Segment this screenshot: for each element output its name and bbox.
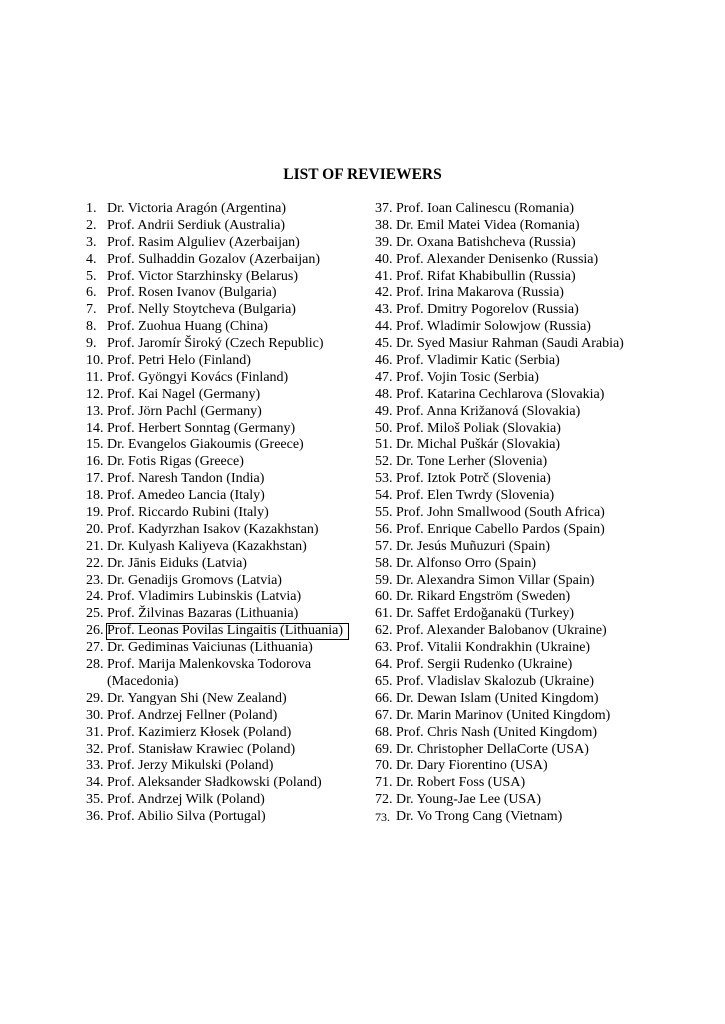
reviewer-item [86, 556, 366, 573]
reviewer-item [86, 404, 366, 421]
reviewer-item [375, 353, 665, 370]
reviewer-number: 14. [86, 420, 104, 436]
reviewer-name: Prof. Riccardo Rubini (Italy) [107, 505, 269, 521]
reviewer-item [375, 252, 665, 269]
reviewer-number: 11. [86, 369, 103, 385]
reviewer-item [86, 421, 366, 438]
reviewer-item [375, 319, 665, 336]
reviewer-item [86, 758, 366, 775]
reviewer-item [375, 606, 665, 623]
reviewer-item [86, 336, 366, 353]
reviewer-number: 9. [86, 336, 97, 352]
reviewer-item [86, 387, 366, 404]
reviewer-item [86, 691, 366, 708]
reviewer-number: 67. [375, 707, 393, 723]
reviewer-name: Dr. Gediminas Vaiciunas (Lithuania) [107, 640, 313, 656]
reviewer-name: Dr. Alexandra Simon Villar (Spain) [396, 572, 595, 588]
reviewer-item [375, 725, 665, 742]
reviewer-item [86, 657, 366, 674]
reviewer-name: Dr. Kulyash Kaliyeva (Kazakhstan) [107, 538, 307, 554]
reviewer-number: 63. [375, 640, 393, 656]
reviewer-name: Dr. Christopher DellaCorte (USA) [396, 741, 589, 757]
reviewer-number: 26. [86, 623, 104, 639]
reviewer-item [375, 336, 665, 353]
reviewer-name: Dr. Dewan Islam (United Kingdom) [396, 690, 599, 706]
reviewer-name: Prof. Zuohua Huang (China) [107, 319, 268, 335]
reviewer-number: 56. [375, 521, 393, 537]
reviewer-name: Prof. Vojin Tosic (Serbia) [396, 369, 539, 385]
reviewer-name: Dr. Dary Fiorentino (USA) [396, 758, 548, 774]
reviewer-item [86, 319, 366, 336]
reviewer-name: Prof. Irina Makarova (Russia) [396, 285, 564, 301]
reviewer-item [375, 742, 665, 759]
reviewer-item [86, 606, 366, 623]
reviewer-name: Dr. Jesús Muñuzuri (Spain) [396, 538, 550, 554]
reviewer-name: Dr. Michal Puškár (Slovakia) [396, 437, 561, 453]
reviewer-number: 66. [375, 690, 393, 706]
reviewer-item [375, 454, 665, 471]
reviewer-name: Prof. Nelly Stoytcheva (Bulgaria) [107, 302, 296, 318]
reviewer-name: Prof. Kai Nagel (Germany) [107, 386, 261, 402]
reviewer-number: 55. [375, 505, 393, 521]
reviewer-item [86, 488, 366, 505]
reviewer-number: 33. [86, 758, 104, 774]
reviewer-number: 57. [375, 538, 393, 554]
reviewer-item [86, 708, 366, 725]
reviewer-name: Prof. Alexander Denisenko (Russia) [396, 251, 599, 267]
reviewer-item [86, 235, 366, 252]
reviewer-item [86, 522, 366, 539]
reviewer-item [375, 708, 665, 725]
reviewer-number: 42. [375, 285, 393, 301]
reviewer-number: 47. [375, 369, 393, 385]
reviewer-name: Prof. Kadyrzhan Isakov (Kazakhstan) [107, 521, 319, 537]
reviewer-name: Dr. Vo Trong Cang (Vietnam) [396, 809, 563, 825]
reviewer-item [86, 454, 366, 471]
reviewer-name: Prof. Dmitry Pogorelov (Russia) [396, 302, 579, 318]
reviewer-item [375, 691, 665, 708]
reviewer-item [375, 809, 665, 826]
reviewer-item [86, 302, 366, 319]
reviewer-name: Prof. Rosen Ivanov (Bulgaria) [107, 285, 277, 301]
reviewer-name: Prof. Sergii Rudenko (Ukraine) [396, 657, 573, 673]
reviewer-item [375, 471, 665, 488]
reviewer-name: Prof. Chris Nash (United Kingdom) [396, 724, 598, 740]
reviewer-number: 65. [375, 673, 393, 689]
reviewer-name: Dr. Genadijs Gromovs (Latvia) [107, 572, 282, 588]
reviewer-item [375, 640, 665, 657]
reviewer-number: 1. [86, 201, 97, 216]
reviewer-item [375, 674, 665, 691]
reviewer-number: 19. [86, 505, 104, 521]
reviewer-number: 39. [375, 234, 393, 250]
reviewer-number: 72. [375, 792, 393, 808]
reviewer-number: 49. [375, 403, 393, 419]
reviewer-item [375, 437, 665, 454]
reviewer-name: Prof. Jerzy Mikulski (Poland) [107, 758, 274, 774]
reviewer-number: 20. [86, 521, 104, 537]
reviewer-name: Prof. Wladimir Solowjow (Russia) [396, 319, 591, 335]
page-title: LIST OF REVIEWERS [283, 166, 442, 183]
reviewer-name: Prof. Aleksander Sładkowski (Poland) [107, 775, 322, 791]
reviewer-number: 50. [375, 420, 393, 436]
reviewer-number: 62. [375, 623, 393, 639]
reviewer-number: 12. [86, 386, 104, 402]
reviewer-number: 59. [375, 572, 393, 588]
reviewer-item [86, 640, 366, 657]
reviewer-name: Prof. Ioan Calinescu (Romania) [396, 201, 575, 216]
reviewer-name: Dr. Saffet Erdoğanakü (Turkey) [396, 606, 575, 622]
reviewer-item [86, 792, 366, 809]
reviewer-name: Dr. Yangyan Shi (New Zealand) [107, 690, 287, 706]
reviewer-item [375, 573, 665, 590]
reviewer-item [86, 471, 366, 488]
reviewer-name: Prof. Gyöngyi Kovács (Finland) [107, 369, 289, 385]
reviewer-item [375, 201, 665, 218]
reviewer-number: 18. [86, 488, 104, 504]
reviewer-item [86, 437, 366, 454]
reviewer-name: Dr. Fotis Rigas (Greece) [107, 454, 244, 470]
reviewer-number: 38. [375, 217, 393, 233]
reviewer-number: 7. [86, 302, 97, 318]
reviewer-name: Prof. Enrique Cabello Pardos (Spain) [396, 521, 605, 537]
reviewer-name: Dr. Robert Foss (USA) [396, 775, 526, 791]
reviewer-number: 43. [375, 302, 393, 318]
reviewer-name: Dr. Jānis Eiduks (Latvia) [107, 555, 247, 571]
reviewer-number: 37. [375, 201, 393, 216]
reviewer-item [86, 742, 366, 759]
reviewer-number: 32. [86, 741, 104, 757]
reviewer-item [375, 775, 665, 792]
reviewer-name: Prof. Vladimir Katic (Serbia) [396, 353, 560, 369]
reviewer-number: 24. [86, 589, 104, 605]
reviewer-item [375, 758, 665, 775]
reviewer-name: Dr. Syed Masiur Rahman (Saudi Arabia) [396, 336, 624, 352]
reviewer-number: 35. [86, 792, 104, 808]
reviewer-number: 48. [375, 386, 393, 402]
reviewer-number: 53. [375, 471, 393, 487]
reviewer-name: Dr. Victoria Aragón (Argentina) [107, 201, 287, 216]
reviewer-item [375, 302, 665, 319]
reviewer-number: 10. [86, 353, 104, 369]
reviewer-name: Prof. Iztok Potrč (Slovenia) [396, 471, 551, 487]
reviewer-number: 25. [86, 606, 104, 622]
reviewer-number: 46. [375, 353, 393, 369]
reviewer-item [375, 522, 665, 539]
reviewer-name: Prof. Naresh Tandon (India) [107, 471, 265, 487]
reviewer-item [86, 370, 366, 387]
reviewer-number: 51. [375, 437, 393, 453]
reviewer-name: Prof. Sulhaddin Gozalov (Azerbaijan) [107, 251, 321, 267]
reviewer-number: 44. [375, 319, 393, 335]
reviewer-number: 61. [375, 606, 393, 622]
reviewer-name: Prof. Andrzej Fellner (Poland) [107, 707, 278, 723]
reviewer-item [375, 387, 665, 404]
reviewer-item [375, 218, 665, 235]
reviewer-name: Dr. Oxana Batishcheva (Russia) [396, 234, 576, 250]
reviewer-number: 4. [86, 251, 97, 267]
reviewer-item [86, 285, 366, 302]
reviewer-name: Dr. Marin Marinov (United Kingdom) [396, 707, 611, 723]
reviewer-number: 69. [375, 741, 393, 757]
reviewer-number: 54. [375, 488, 393, 504]
reviewer-item [375, 370, 665, 387]
reviewer-list-right [375, 201, 665, 826]
reviewer-item [86, 775, 366, 792]
reviewer-name: Prof. Miloš Poliak (Slovakia) [396, 420, 561, 436]
reviewer-number: 31. [86, 724, 104, 740]
reviewer-item-continuation [86, 674, 366, 691]
reviewer-item [86, 573, 366, 590]
reviewer-number: 27. [86, 640, 104, 656]
reviewer-item [86, 252, 366, 269]
reviewer-item [86, 725, 366, 742]
reviewer-number: 58. [375, 555, 393, 571]
reviewer-name: Prof. Vladislav Skalozub (Ukraine) [396, 673, 595, 689]
reviewer-name: Prof. Petri Helo (Finland) [107, 353, 251, 369]
reviewer-name: Prof. Kazimierz Kłosek (Poland) [107, 724, 292, 740]
reviewer-number: 22. [86, 555, 104, 571]
reviewer-number: 15. [86, 437, 104, 453]
reviewer-name: Dr. Emil Matei Videa (Romania) [396, 217, 580, 233]
reviewer-name: Dr. Young-Jae Lee (USA) [396, 792, 542, 808]
reviewer-number: 30. [86, 707, 104, 723]
reviewer-name: Dr. Evangelos Giakoumis (Greece) [107, 437, 304, 453]
reviewer-number: 73. [375, 810, 390, 825]
reviewer-name: Prof. Victor Starzhinsky (Belarus) [107, 268, 298, 284]
reviewer-item [86, 623, 366, 640]
reviewer-name: Prof. Jaromír Široký (Czech Republic) [107, 336, 324, 352]
reviewer-name: Prof. Abilio Silva (Portugal) [107, 809, 266, 825]
highlighted-reviewer-name: Prof. Leonas Povilas Lingaitis (Lithuania) [106, 623, 349, 640]
reviewer-item [375, 539, 665, 556]
reviewer-item [375, 657, 665, 674]
reviewer-number: 64. [375, 657, 393, 673]
reviewer-number: 45. [375, 336, 393, 352]
reviewer-name: Prof. John Smallwood (South Africa) [396, 505, 605, 521]
reviewer-number: 41. [375, 268, 393, 284]
reviewer-name: Prof. Vladimirs Lubinskis (Latvia) [107, 589, 302, 605]
reviewer-number: 28. [86, 657, 104, 673]
reviewer-number: 36. [86, 809, 104, 825]
reviewer-name: Dr. Alfonso Orro (Spain) [396, 555, 536, 571]
reviewer-number: 2. [86, 217, 97, 233]
reviewer-number: 70. [375, 758, 393, 774]
reviewer-number: 34. [86, 775, 104, 791]
reviewer-number: 29. [86, 690, 104, 706]
reviewer-number: 40. [375, 251, 393, 267]
reviewer-item [375, 235, 665, 252]
reviewer-name: Prof. Andrii Serdiuk (Australia) [107, 217, 286, 233]
reviewer-number: 52. [375, 454, 393, 470]
reviewer-number: 16. [86, 454, 104, 470]
reviewer-number: 21. [86, 538, 104, 554]
reviewer-number: 5. [86, 268, 97, 284]
reviewer-item [375, 556, 665, 573]
reviewer-name: Dr. Rikard Engström (Sweden) [396, 589, 571, 605]
reviewer-name: Prof. Amedeo Lancia (Italy) [107, 488, 265, 504]
reviewer-item [375, 792, 665, 809]
reviewer-item [375, 269, 665, 286]
reviewer-item [375, 404, 665, 421]
reviewer-name: Prof. Alexander Balobanov (Ukraine) [396, 623, 607, 639]
reviewer-item [86, 589, 366, 606]
reviewer-number: 60. [375, 589, 393, 605]
reviewer-item [86, 218, 366, 235]
reviewer-name: Prof. Žilvinas Bazaras (Lithuania) [107, 606, 299, 622]
reviewer-number: 13. [86, 403, 104, 419]
reviewer-name: Prof. Elen Twrdy (Slovenia) [396, 488, 555, 504]
reviewer-name-continuation: (Macedonia) [107, 673, 179, 689]
reviewer-number: 23. [86, 572, 104, 588]
reviewer-item [375, 505, 665, 522]
reviewer-item [375, 285, 665, 302]
reviewer-item [375, 589, 665, 606]
reviewer-name: Prof. Stanisław Krawiec (Poland) [107, 741, 296, 757]
reviewer-item [86, 269, 366, 286]
reviewer-number: 6. [86, 285, 97, 301]
reviewer-item [86, 539, 366, 556]
reviewer-number: 71. [375, 775, 393, 791]
reviewer-name: Prof. Rifat Khabibullin (Russia) [396, 268, 576, 284]
reviewer-name: Prof. Marija Malenkovska Todorova [107, 657, 312, 673]
reviewer-name: Prof. Rasim Alguliev (Azerbaijan) [107, 234, 300, 250]
reviewer-item [375, 623, 665, 640]
reviewer-item [86, 353, 366, 370]
reviewer-number: 3. [86, 234, 97, 250]
reviewer-name: Prof. Anna Križanová (Slovakia) [396, 403, 581, 419]
reviewer-number: 68. [375, 724, 393, 740]
reviewer-item [375, 421, 665, 438]
reviewer-item [86, 201, 366, 218]
reviewer-item [86, 809, 366, 826]
reviewer-name: Prof. Vitalii Kondrakhin (Ukraine) [396, 640, 591, 656]
reviewer-number: 17. [86, 471, 104, 487]
reviewer-name: Prof. Katarina Cechlarova (Slovakia) [396, 386, 605, 402]
reviewer-item [375, 488, 665, 505]
reviewer-item [86, 505, 366, 522]
reviewer-list-left [86, 201, 366, 826]
reviewer-name: Dr. Tone Lerher (Slovenia) [396, 454, 548, 470]
reviewer-number: 8. [86, 319, 97, 335]
reviewer-name: Prof. Andrzej Wilk (Poland) [107, 792, 265, 808]
reviewer-name: Prof. Herbert Sonntag (Germany) [107, 420, 296, 436]
reviewer-name: Prof. Jörn Pachl (Germany) [107, 403, 262, 419]
